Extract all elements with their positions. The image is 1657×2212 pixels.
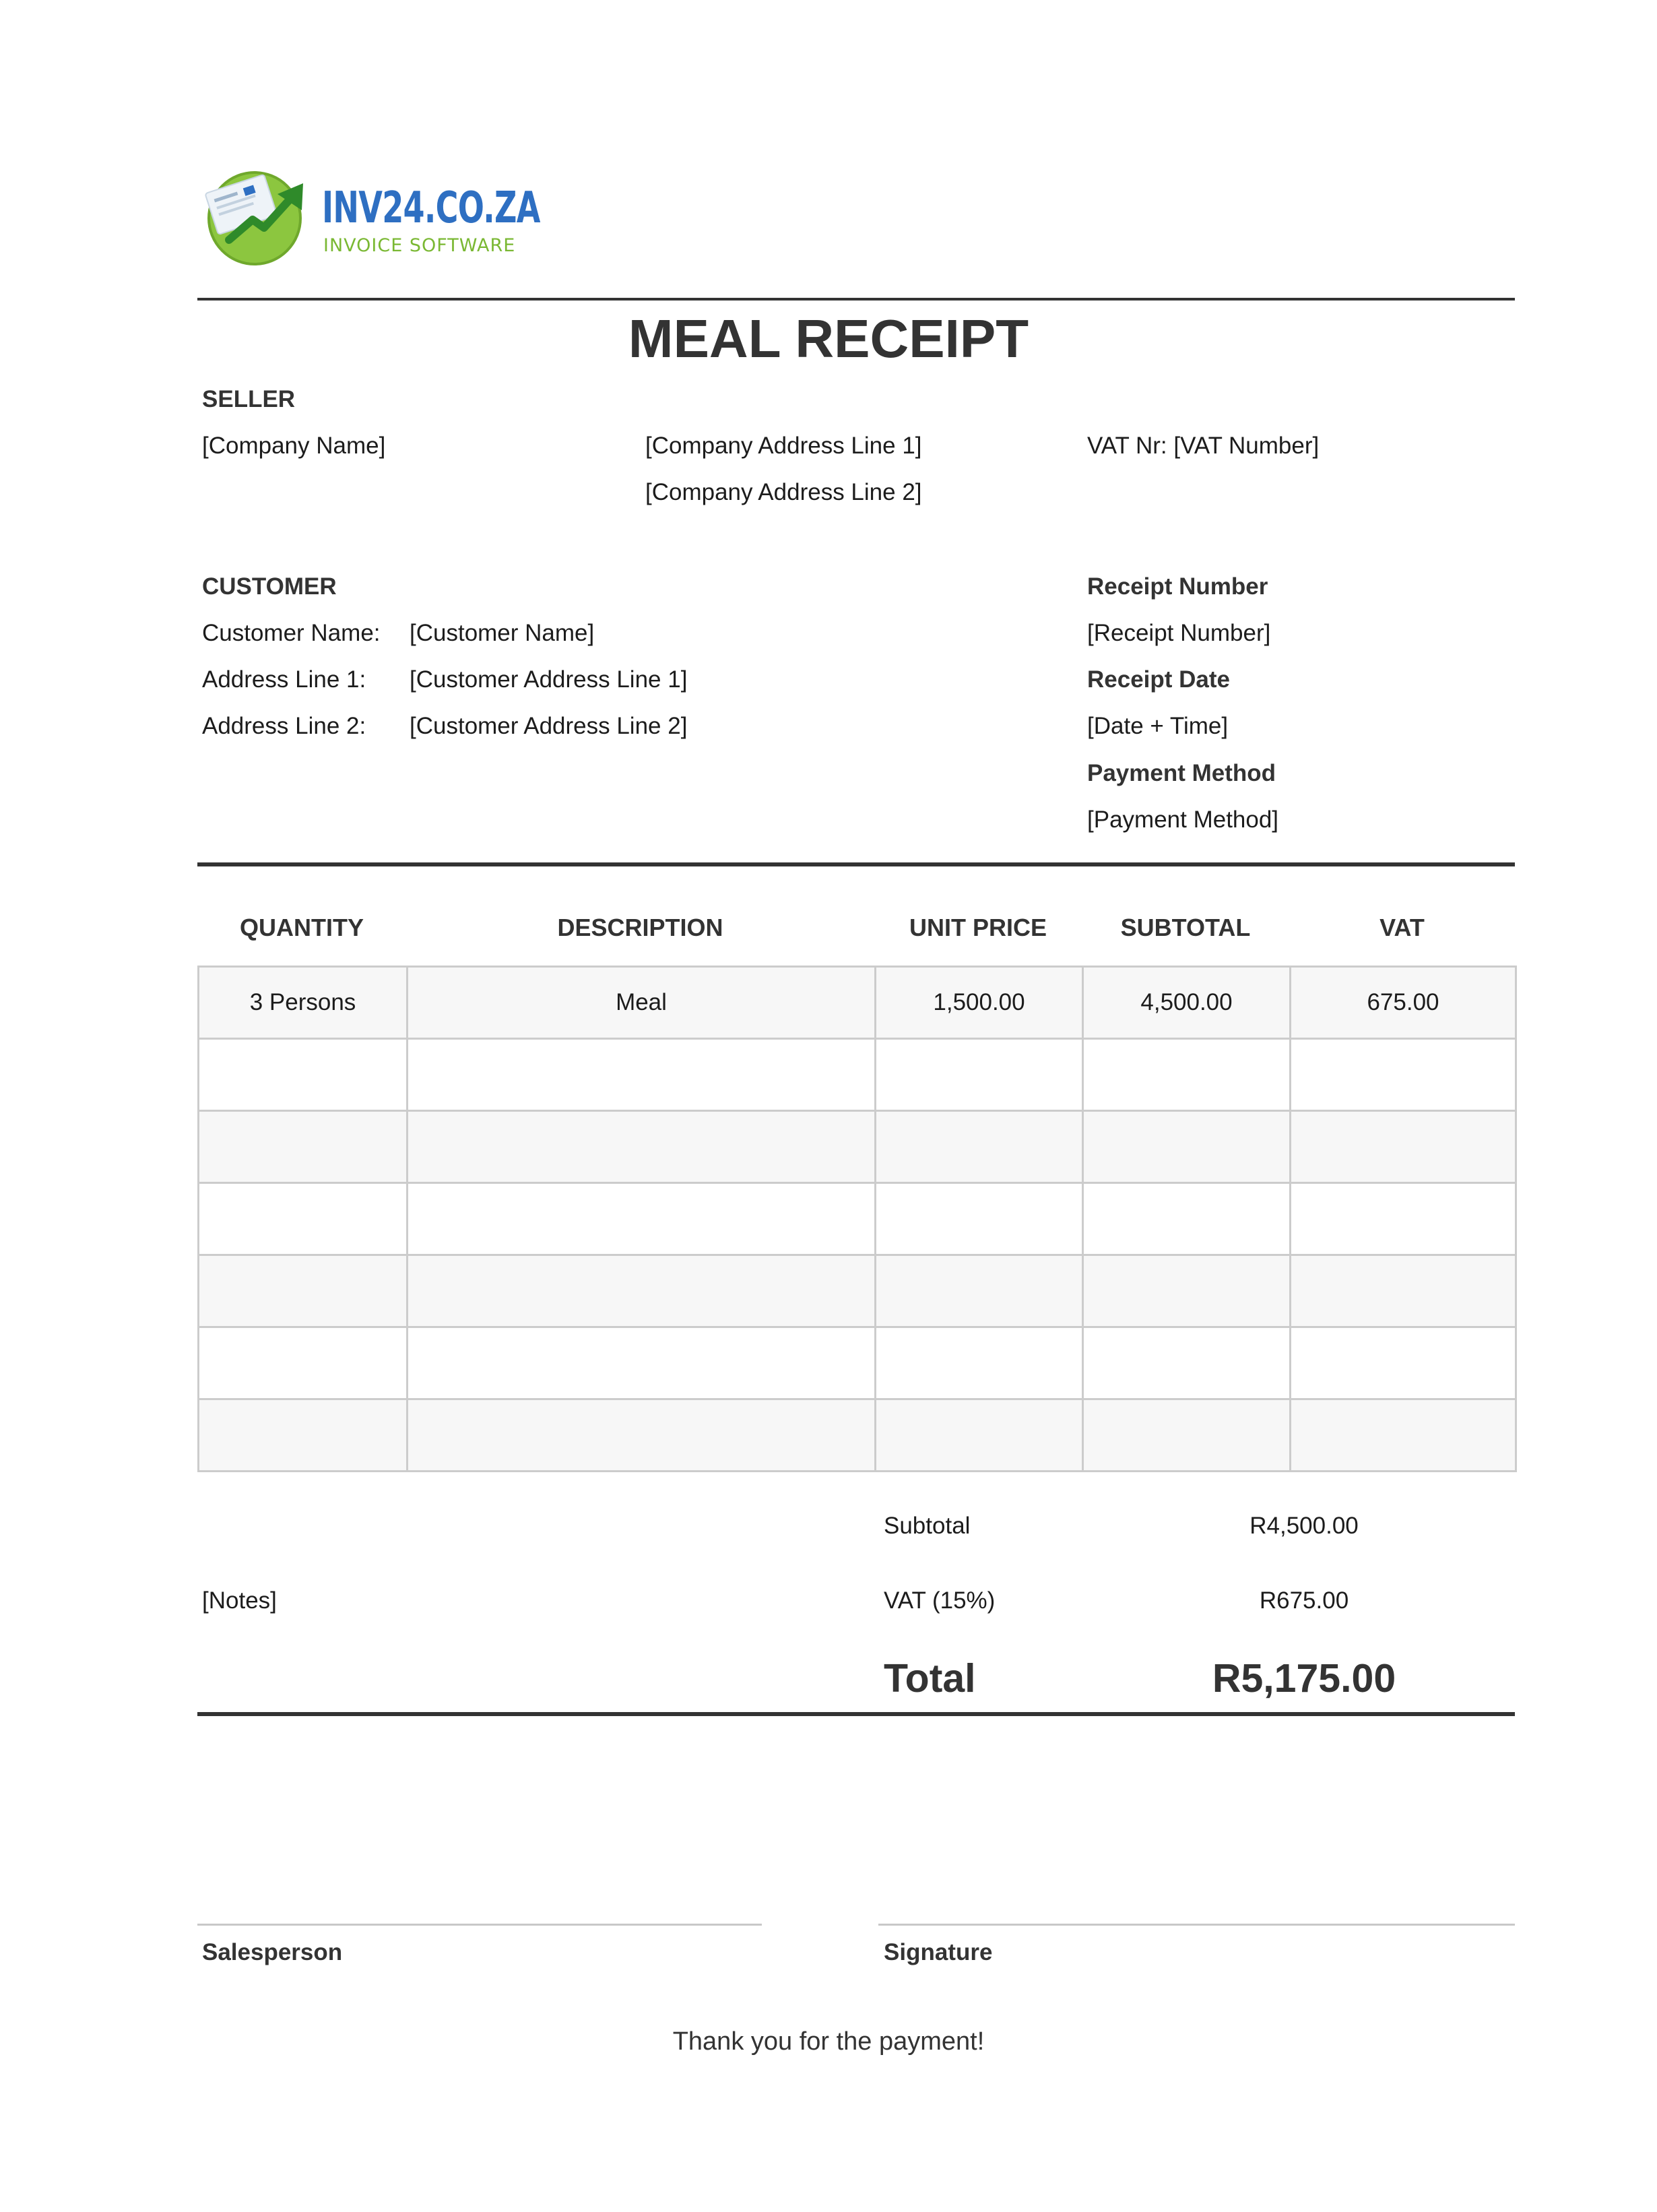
document-title: MEAL RECEIPT (628, 309, 1029, 369)
column-header-subtotal: SUBTOTAL (1120, 914, 1251, 941)
subtotal-value: R4,500.00 (1249, 1513, 1359, 1539)
cell-subtotal (1083, 1039, 1291, 1111)
cell-description (408, 1111, 876, 1183)
cell-vat (1291, 1327, 1516, 1399)
notes: [Notes] (202, 1587, 277, 1614)
cell-description (408, 1399, 876, 1472)
receipt-date-value: [Date + Time] (1087, 713, 1229, 739)
cell-unit-price (876, 1255, 1083, 1327)
totals-divider (197, 1712, 1515, 1716)
table-row (199, 1183, 1516, 1255)
cell-description (408, 1255, 876, 1327)
vat-value: R675.00 (1259, 1587, 1349, 1614)
payment-method-label: Payment Method (1087, 760, 1276, 786)
cell-quantity (199, 1255, 408, 1327)
payment-method-value: [Payment Method] (1087, 807, 1279, 833)
items-table (197, 966, 1517, 1472)
cell-description: Meal (408, 967, 876, 1039)
subtotal-label: Subtotal (884, 1513, 971, 1539)
signature-line (878, 1924, 1515, 1926)
table-row (199, 967, 1516, 1039)
customer-name-value: [Customer Name] (410, 620, 595, 646)
cell-quantity (199, 1039, 408, 1111)
table-row (199, 1039, 1516, 1111)
cell-quantity (199, 1399, 408, 1472)
cell-subtotal (1083, 1327, 1291, 1399)
cell-subtotal (1083, 1111, 1291, 1183)
cell-quantity (199, 1183, 408, 1255)
seller-vat-number: VAT Nr: [VAT Number] (1087, 433, 1320, 459)
seller-address-line-1: [Company Address Line 1] (645, 433, 922, 459)
seller-company-name: [Company Name] (202, 433, 386, 459)
cell-description (408, 1327, 876, 1399)
cell-vat: 675.00 (1291, 967, 1516, 1039)
logo-tagline: INVOICE SOFTWARE (323, 235, 516, 256)
logo-name: INV24.CO.ZA (322, 183, 540, 233)
cell-unit-price (876, 1111, 1083, 1183)
salesperson-line (197, 1924, 762, 1926)
seller-address-line-2: [Company Address Line 2] (645, 479, 922, 505)
cell-unit-price (876, 1039, 1083, 1111)
table-row (199, 1327, 1516, 1399)
column-header-vat: VAT (1379, 914, 1425, 941)
cell-quantity: 3 Persons (199, 967, 408, 1039)
cell-unit-price (876, 1183, 1083, 1255)
cell-vat (1291, 1255, 1516, 1327)
receipt-date-label: Receipt Date (1087, 666, 1231, 693)
cell-unit-price (876, 1399, 1083, 1472)
table-row (199, 1399, 1516, 1472)
cell-vat (1291, 1039, 1516, 1111)
signature-label: Signature (884, 1939, 993, 1965)
column-header-unit-price: UNIT PRICE (909, 914, 1047, 941)
cell-vat (1291, 1399, 1516, 1472)
invoice-growth-arrow-icon (202, 160, 317, 268)
cell-subtotal (1083, 1255, 1291, 1327)
cell-quantity (199, 1327, 408, 1399)
seller-heading: SELLER (202, 386, 296, 412)
vat-label: VAT (15%) (884, 1587, 996, 1614)
cell-subtotal (1083, 1399, 1291, 1472)
cell-subtotal (1083, 1183, 1291, 1255)
cell-description (408, 1039, 876, 1111)
customer-heading: CUSTOMER (202, 573, 337, 600)
company-logo (202, 160, 552, 268)
cell-subtotal: 4,500.00 (1083, 967, 1291, 1039)
salesperson-label: Salesperson (202, 1939, 343, 1965)
receipt-number-label: Receipt Number (1087, 573, 1268, 600)
footer-thank-you: Thank you for the payment! (672, 2027, 985, 2056)
cell-unit-price (876, 1327, 1083, 1399)
column-header-quantity: QUANTITY (240, 914, 364, 941)
cell-description (408, 1183, 876, 1255)
table-row (199, 1255, 1516, 1327)
receipt-number-value: [Receipt Number] (1087, 620, 1271, 646)
customer-address1-value: [Customer Address Line 1] (410, 666, 688, 693)
table-row (199, 1111, 1516, 1183)
customer-address2-value: [Customer Address Line 2] (410, 713, 688, 739)
cell-vat (1291, 1111, 1516, 1183)
cell-quantity (199, 1111, 408, 1183)
customer-address2-label: Address Line 2: (202, 713, 366, 739)
cell-unit-price: 1,500.00 (876, 967, 1083, 1039)
column-header-description: DESCRIPTION (557, 914, 723, 941)
cell-vat (1291, 1183, 1516, 1255)
header-divider (197, 298, 1515, 301)
total-value: R5,175.00 (1212, 1656, 1396, 1701)
customer-address1-label: Address Line 1: (202, 666, 366, 693)
section-divider (197, 862, 1515, 866)
total-label: Total (884, 1656, 976, 1701)
customer-name-label: Customer Name: (202, 620, 381, 646)
